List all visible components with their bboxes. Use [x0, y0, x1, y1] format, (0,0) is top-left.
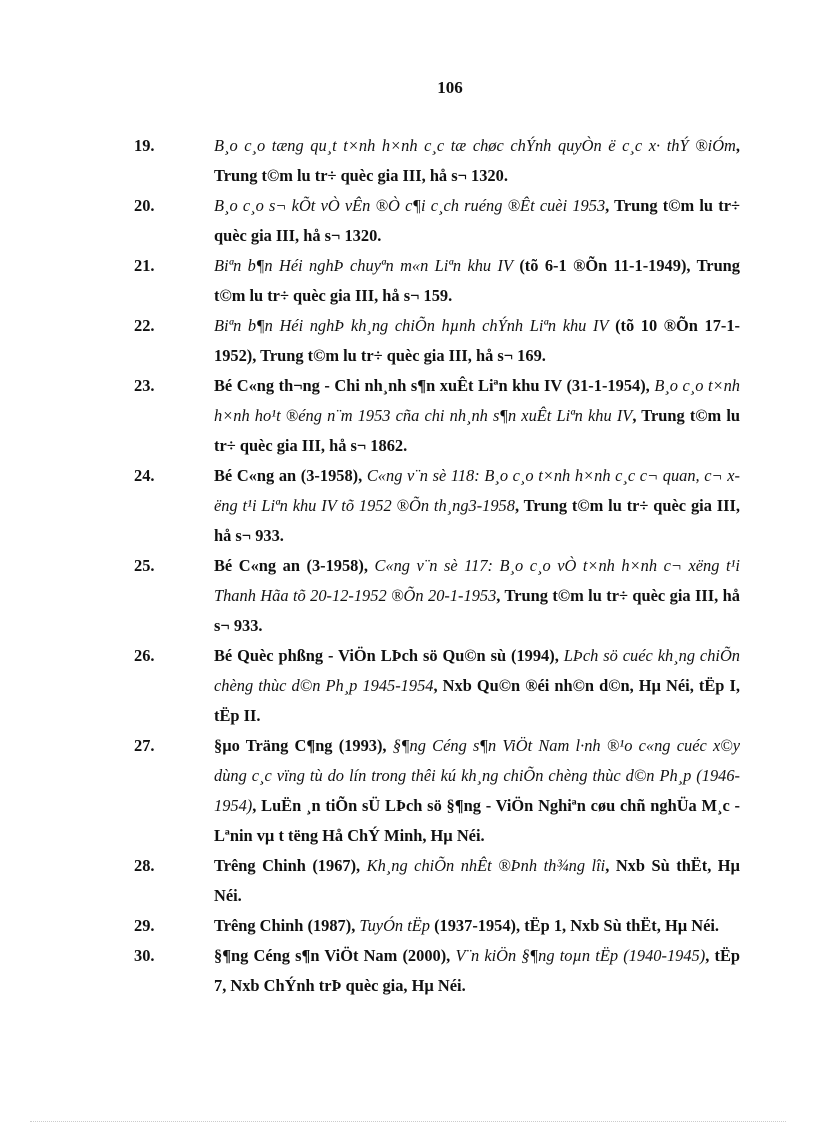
reference-text — [214, 946, 740, 995]
reference-item — [134, 461, 740, 551]
reference-title: §¶ng Céng s¶n ViÖt Nam l·nh ®¹o c«ng cuéc x©y dùng c¸c vïng tù do lín trong thêi kú kh¸ng chiÕn chèng thùc d©n Ph¸p (1946-1954) — [214, 736, 740, 815]
reference-title: Biªn b¶n Héi nghÞ kh¸ng chiÕn hµnh chÝnh Liªn khu IV — [214, 316, 609, 335]
reference-item — [134, 311, 740, 371]
reference-text — [214, 856, 740, 905]
reference-number: 26. — [134, 646, 155, 665]
reference-item — [134, 371, 740, 461]
reference-title: LÞch sö cuéc kh¸ng chiÕn chèng thùc d©n Ph¸p 1945-1954 — [214, 646, 740, 695]
reference-detail: Bé C«ng an (3-1958), — [214, 466, 367, 485]
reference-detail: , Trung t©m lu tr÷ quèc gia III, hå s¬ 933. — [214, 496, 740, 545]
reference-item — [134, 731, 740, 851]
reference-text — [214, 256, 740, 305]
reference-item — [134, 911, 740, 941]
reference-item — [134, 551, 740, 641]
reference-detail: , Nxb Qu©n ®éi nh©n d©n, Hµ Néi, tËp I, tËp II. — [214, 676, 740, 725]
reference-detail: , Trung t©m lu tr÷ quèc gia III, hå s¬ 933. — [214, 586, 740, 635]
reference-number: 20. — [134, 196, 155, 215]
reference-number: 23. — [134, 376, 155, 395]
reference-detail: Bé Quèc phßng - ViÖn LÞch sö Qu©n sù (1994), — [214, 646, 564, 665]
reference-detail: , LuËn ¸n tiÕn sÜ LÞch sö §¶ng - ViÖn Nghiªn cøu chñ nghÜa M¸c - Lªnin vµ t tëng Hå ChÝ Minh, Hµ Néi. — [214, 796, 740, 845]
reference-detail: §µo Träng C¶ng (1993), — [214, 736, 393, 755]
reference-number: 25. — [134, 556, 155, 575]
reference-number: 24. — [134, 466, 155, 485]
reference-detail: , tËp 7, Nxb ChÝnh trÞ quèc gia, Hµ Néi. — [214, 946, 740, 995]
reference-detail: , Nxb Sù thËt, Hµ Néi. — [214, 856, 741, 905]
reference-number: 29. — [134, 916, 155, 935]
reference-detail: Trêng Chinh (1987), — [214, 916, 360, 935]
reference-item — [134, 131, 740, 191]
reference-text — [214, 466, 740, 545]
reference-title: TuyÓn tËp — [359, 916, 430, 935]
reference-title: V¨n kiÖn §¶ng toµn tËp (1940-1945) — [455, 946, 706, 965]
reference-detail: , Trung t©m lu tr÷ quèc gia III, hå s¬ 1320. — [214, 196, 740, 245]
reference-detail: Bé C«ng an (3-1958), — [214, 556, 375, 575]
reference-title: B¸o c¸o t×nh h×nh ho¹t ®éng n¨m 1953 cña chi nh¸nh s¶n xuÊt Liªn khu IV — [214, 376, 740, 425]
reference-detail: , Trung t©m lu tr÷ quèc gia III, hå s¬ 1320. — [214, 136, 740, 185]
reference-detail: (tõ 6-1 ®Õn 11-1-1949), Trung t©m lu tr÷ quèc gia III, hå s¬ 159. — [214, 256, 740, 305]
reference-number: 30. — [134, 946, 155, 965]
reference-title: B¸o c¸o s¬ kÕt vÒ vÊn ®Ò c¶i c¸ch ruéng ®Êt cuèi 1953 — [214, 196, 606, 215]
reference-number: 27. — [134, 736, 155, 755]
reference-text — [214, 916, 719, 935]
reference-item — [134, 251, 740, 311]
reference-text — [214, 316, 740, 365]
reference-title: C«ng v¨n sè 118: B¸o c¸o t×nh h×nh c¸c c¬ quan, c¬ xëng t¹i Liªn khu IV tõ 1952 ®Õn th¸ng3-1958 — [214, 466, 741, 515]
reference-detail: Trêng Chinh (1967), — [214, 856, 367, 875]
reference-text — [214, 196, 740, 245]
page-number: 106 — [437, 78, 463, 97]
reference-item — [134, 191, 740, 251]
reference-title: B¸o c¸o tæng qu¸t t×nh h×nh c¸c tæ chøc chÝnh quyÒn ë c¸c x· thÝ ®iÓm — [214, 136, 736, 155]
reference-text — [214, 736, 740, 845]
reference-item — [134, 941, 740, 1001]
reference-list — [134, 131, 740, 1001]
reference-detail: (1937-1954), tËp 1, Nxb Sù thËt, Hµ Néi. — [429, 916, 719, 935]
reference-detail: (tõ 10 ®Õn 17-1-1952), Trung t©m lu tr÷ quèc gia III, hå s¬ 169. — [214, 316, 741, 365]
reference-item — [134, 851, 740, 911]
reference-text — [214, 646, 740, 725]
reference-item — [134, 641, 740, 731]
reference-title: Kh¸ng chiÕn nhÊt ®Þnh th¾ng lîi — [366, 856, 606, 875]
page-bottom-rule — [30, 1121, 786, 1122]
reference-text — [214, 136, 740, 185]
reference-number: 22. — [134, 316, 155, 335]
reference-detail: , Trung t©m lu tr÷ quèc gia III, hå s¬ 1862. — [214, 406, 741, 455]
reference-detail: §¶ng Céng s¶n ViÖt Nam (2000), — [214, 946, 456, 965]
reference-number: 28. — [134, 856, 155, 875]
reference-text — [214, 376, 740, 455]
reference-number: 21. — [134, 256, 155, 275]
reference-title: Biªn b¶n Héi nghÞ chuyªn m«n Liªn khu IV — [214, 256, 513, 275]
reference-number: 19. — [134, 136, 155, 155]
reference-detail: Bé C«ng th¬ng - Chi nh¸nh s¶n xuÊt Liªn khu IV (31-1-1954), — [214, 376, 655, 395]
reference-text — [214, 556, 740, 635]
reference-title: C«ng v¨n sè 117: B¸o c¸o vÒ t×nh h×nh c¬ xëng t¹i Thanh Hãa tõ 20-12-1952 ®Õn 20-1-1953 — [214, 556, 740, 605]
